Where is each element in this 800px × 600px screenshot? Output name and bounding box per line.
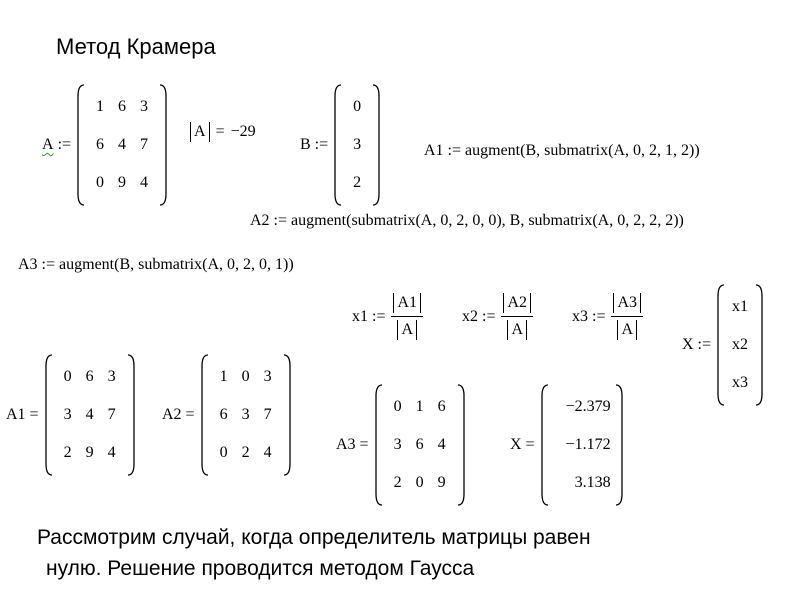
matrix-cell: 3.138	[574, 474, 611, 491]
matrix-row	[213, 358, 279, 396]
matrix-cell: 3	[263, 368, 272, 385]
matrix-cell: 3	[353, 136, 362, 153]
x3-label: x3 :=	[572, 307, 606, 325]
x3-numerator: A3	[613, 293, 641, 313]
matrix-row	[729, 364, 751, 402]
x3-denominator: A	[617, 320, 637, 340]
vector-B-label: B :=	[300, 136, 329, 153]
determinant-A-value: −29	[230, 123, 256, 140]
matrix-cell: 1	[219, 368, 228, 385]
matrix-cell: x2	[732, 336, 749, 353]
matrix-cell: −2.379	[565, 398, 611, 415]
matrix-cell: x3	[732, 374, 749, 391]
page-title: Метод Крамера	[56, 34, 216, 59]
matrix-cell: 3	[393, 436, 402, 453]
x1-formula	[352, 293, 423, 340]
matrix-cell: 2	[241, 444, 250, 461]
matrix-cell: 0	[219, 444, 228, 461]
note-line-2: нулю. Решение проводится методом Гаусса	[46, 557, 475, 580]
matrix-cell: 3	[241, 406, 250, 423]
matrix-cell: 4	[437, 436, 446, 453]
right-parenthesis	[159, 84, 167, 206]
matrix-cell: 6	[85, 368, 94, 385]
right-parenthesis	[283, 354, 291, 476]
x3-fraction	[611, 293, 643, 340]
matrix-row	[553, 388, 611, 426]
matrix-cell: 1	[96, 98, 105, 115]
matrix-cell: 2	[353, 174, 362, 191]
matrix-row	[89, 126, 155, 164]
A1-definition: A1 := augment(B, submatrix(A, 0, 2, 1, 2))	[424, 142, 700, 159]
matrix-row	[387, 388, 453, 426]
X-definition	[682, 284, 763, 406]
matrix-cell: −1.172	[565, 436, 611, 453]
x1-fraction	[391, 293, 423, 340]
matrix-row	[89, 88, 155, 126]
left-parenthesis	[541, 384, 549, 506]
matrix-row	[346, 88, 368, 126]
A2-result-label: A2 =	[162, 406, 195, 423]
matrix-row	[57, 396, 123, 434]
matrix-row	[89, 164, 155, 202]
matrix-cell: 9	[85, 444, 94, 461]
matrix-cell: 0	[63, 368, 72, 385]
matrix-row	[57, 434, 123, 472]
vector-X-numeric	[541, 384, 623, 506]
left-parenthesis	[334, 84, 342, 206]
right-parenthesis	[372, 84, 380, 206]
matrix-A2	[201, 354, 291, 476]
assign-operator: :=	[57, 136, 72, 153]
determinant-A	[190, 122, 256, 142]
x1-denominator: A	[397, 320, 417, 340]
matrix-cell: 6	[415, 436, 424, 453]
matrix-cell: 9	[118, 174, 127, 191]
x3-formula	[572, 293, 643, 340]
matrix-row	[346, 164, 368, 202]
right-parenthesis	[755, 284, 763, 406]
A1-result-label: A1 =	[6, 406, 39, 423]
matrix-row	[729, 326, 751, 364]
x2-label: x2 :=	[462, 307, 496, 325]
matrix-A-definition	[42, 84, 167, 206]
matrix-row	[213, 434, 279, 472]
A1-result	[6, 354, 135, 476]
right-parenthesis	[457, 384, 465, 506]
matrix-cell: 0	[96, 174, 105, 191]
matrix-cell: 9	[437, 474, 446, 491]
matrix-cell: x1	[732, 298, 749, 315]
matrix-cell: 6	[219, 406, 228, 423]
matrix-cell: 2	[393, 474, 402, 491]
matrix-cell: 3	[107, 368, 116, 385]
vector-B	[334, 84, 380, 206]
X-result-label: X =	[510, 436, 535, 453]
X-label: X :=	[682, 336, 712, 353]
matrix-cell: 4	[140, 174, 149, 191]
matrix-cell: 3	[140, 98, 149, 115]
x1-numerator: A1	[393, 293, 421, 313]
A3-result	[336, 384, 465, 506]
vector-X-symbolic	[717, 284, 763, 406]
matrix-cell: 0	[241, 368, 250, 385]
matrix-cell: 4	[85, 406, 94, 423]
matrix-row	[387, 464, 453, 502]
x1-label: x1 :=	[352, 307, 386, 325]
matrix-cell: 0	[393, 398, 402, 415]
matrix-A	[77, 84, 167, 206]
x2-fraction	[501, 293, 533, 340]
variable-A-name: A	[42, 136, 54, 153]
left-parenthesis	[201, 354, 209, 476]
matrix-cell: 4	[107, 444, 116, 461]
matrix-row	[553, 426, 611, 464]
X-result	[510, 384, 623, 506]
matrix-cell: 3	[63, 406, 72, 423]
matrix-cell: 0	[353, 98, 362, 115]
matrix-cell: 2	[63, 444, 72, 461]
matrix-row	[387, 426, 453, 464]
note-text	[37, 522, 591, 584]
A3-result-label: A3 =	[336, 436, 369, 453]
left-parenthesis	[717, 284, 725, 406]
A2-result	[162, 354, 291, 476]
equals-sign: =	[215, 123, 225, 140]
right-parenthesis	[615, 384, 623, 506]
x2-denominator: A	[507, 320, 527, 340]
x2-numerator: A2	[503, 293, 531, 313]
x2-formula	[462, 293, 533, 340]
vector-B-definition	[300, 84, 380, 206]
left-parenthesis	[375, 384, 383, 506]
A3-definition: A3 := augment(B, submatrix(A, 0, 2, 0, 1))	[18, 256, 294, 273]
matrix-row	[346, 126, 368, 164]
matrix-A1	[45, 354, 135, 476]
matrix-cell: 6	[118, 98, 127, 115]
matrix-cell: 7	[107, 406, 116, 423]
determinant-A-label: A	[190, 122, 210, 142]
matrix-cell: 1	[415, 398, 424, 415]
matrix-cell: 6	[96, 136, 105, 153]
left-parenthesis	[77, 84, 85, 206]
matrix-cell: 6	[437, 398, 446, 415]
matrix-cell: 4	[263, 444, 272, 461]
matrix-row	[553, 464, 611, 502]
matrix-cell: 4	[118, 136, 127, 153]
A2-definition: A2 := augment(submatrix(A, 0, 2, 0, 0), B, submatrix(A, 0, 2, 2, 2))	[250, 212, 684, 229]
matrix-cell: 0	[415, 474, 424, 491]
matrix-row	[213, 396, 279, 434]
note-line-1: Рассмотрим случай, когда определитель матрицы равен	[37, 526, 591, 549]
matrix-cell: 7	[263, 406, 272, 423]
right-parenthesis	[127, 354, 135, 476]
matrix-row	[729, 288, 751, 326]
matrix-A3	[375, 384, 465, 506]
left-parenthesis	[45, 354, 53, 476]
matrix-cell: 7	[140, 136, 149, 153]
matrix-row	[57, 358, 123, 396]
